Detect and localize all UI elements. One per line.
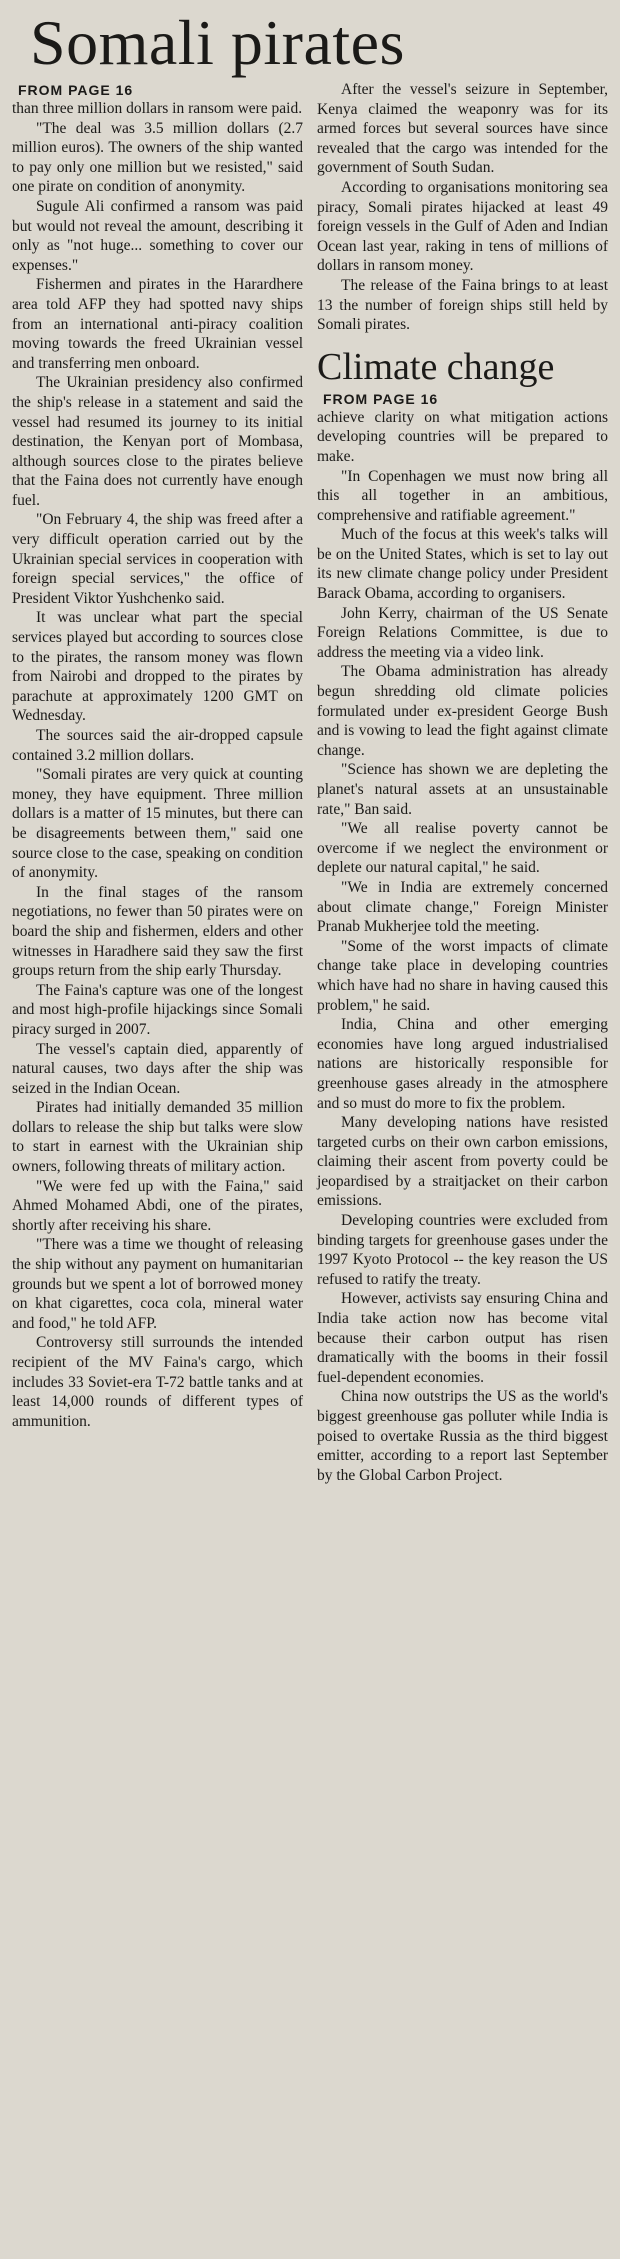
pirates-kicker: FROM PAGE 16 — [18, 82, 134, 98]
climate-kicker: FROM PAGE 16 — [323, 390, 439, 407]
climate-paragraph: However, activists say ensuring China and India take action now has become vital because their carbon output has risen dramatically with the booms in their fossil fuel-dependent economies. — [317, 1290, 608, 1386]
climate-paragraph: "Some of the worst impacts of climate change take place in developing countries which have had no share in having caused this problem," he said. — [317, 937, 608, 1014]
climate-paragraph: India, China and other emerging economies have long argued industrialised nations are historically responsible for greenhouse gases already in the atmosphere and so must do more to fix the problem. — [317, 1016, 608, 1112]
climate-paragraph: John Kerry, chairman of the US Senate Foreign Relations Committee, is due to address the meeting via a video link. — [317, 604, 608, 661]
pirates-paragraph: "There was a time we thought of releasing the ship without any payment on humanitarian grounds but we spent a lot of borrowed money on khat cigarettes, coca cola, mineral water and food," he told AFP. — [12, 1236, 303, 1332]
climate-paragraph: "We in India are extremely concerned about climate change," Foreign Minister Pranab Mukherjee told the meeting. — [317, 878, 608, 936]
pirates-paragraph: It was unclear what part the special services played but according to sources close to the pirates, the ransom money was flown from Nairobi and dropped to the pirates by parachute at approximately 1200 GMT on Wednesday. — [12, 609, 303, 725]
pirates-paragraph: Pirates had initially demanded 35 million dollars to release the ship but talks were slow to start in earnest with the Ukrainian ship owners, following threats of military action. — [12, 1099, 303, 1176]
pirates-paragraph: The release of the Faina brings to at least 13 the number of foreign ships still held by Somali pirates. — [317, 276, 608, 334]
climate-paragraph: China now outstrips the US as the world's biggest greenhouse gas polluter while India is poised to overtake Russia as the third biggest emitter, according to a report last September by the Global Carbon Project. — [317, 1388, 608, 1484]
climate-paragraph: "In Copenhagen we must now bring all this all together in an ambitious, comprehensive and ratifiable agreement." — [317, 467, 608, 524]
pirates-paragraph: "On February 4, the ship was freed after a very difficult operation carried out by the Ukrainian special services in cooperation with foreign special services," the office of President Viktor Yushchenko said. — [12, 511, 303, 607]
climate-paragraph: "We all realise poverty cannot be overcome if we neglect the environment or deplete our natural capital," he said. — [317, 820, 608, 877]
climate-paragraph: "Science has shown we are depleting the planet's natural assets at an unsustainable rate," Ban said. — [317, 761, 608, 818]
pirates-paragraph: than three million dollars in ransom were paid. — [12, 100, 303, 117]
climate-paragraph: The Obama administration has already begun shredding old climate policies formulated under ex-president George Bush and is vowing to lead the fight against climate change. — [317, 663, 608, 759]
right-column — [317, 80, 608, 1485]
article-columns — [12, 80, 608, 1485]
pirates-paragraph: The sources said the air-dropped capsule contained 3.2 million dollars. — [12, 727, 303, 764]
climate-paragraph: Many developing nations have resisted targeted curbs on their own carbon emissions, claiming their ascent from poverty could be jeopardised by a straitjacket on their carbon emissions. — [317, 1114, 608, 1210]
pirates-paragraph: In the final stages of the ransom negotiations, no fewer than 50 pirates were on board the ship and fishermen, elders and other witnesses in Haradhere said they saw the first groups return from the ship early Thursday. — [12, 883, 303, 980]
pirates-paragraph: The Faina's capture was one of the longest and most high-profile hijackings since Somali piracy surged in 2007. — [12, 981, 303, 1038]
pirates-paragraph: After the vessel's seizure in September, Kenya claimed the weaponry was for its armed forces but several sources have since revealed that the cargo was intended for the government of South Sudan. — [317, 81, 608, 177]
pirates-paragraph: "Somali pirates are very quick at counting money, they have equipment. Three million dollars is a matter of 15 minutes, but there can be disagreements between them," said one source close to the case, speaking on condition of anonymity. — [12, 766, 303, 882]
pirates-paragraph: The vessel's captain died, apparently of natural causes, two days after the ship was seized in the Indian Ocean. — [12, 1040, 303, 1097]
pirates-paragraph: Controversy still surrounds the intended recipient of the MV Faina's cargo, which includes 33 Soviet-era T-72 battle tanks and at least 14,000 rounds of different types of ammunition. — [12, 1334, 303, 1430]
climate-paragraph: Much of the focus at this week's talks will be on the United States, which is set to lay out its new climate change policy under President Barack Obama, according to organisers. — [317, 526, 608, 603]
pirates-paragraph: Sugule Ali confirmed a ransom was paid but would not reveal the amount, describing it only as "not huge... something to cover our expenses." — [12, 197, 303, 274]
pirates-paragraph: According to organisations monitoring sea piracy, Somali pirates hijacked at least 49 foreign vessels in the Gulf of Aden and Indian Ocean last year, raking in tens of millions of dollars in ransom money. — [317, 178, 608, 275]
climate-paragraph: Developing countries were excluded from binding targets for greenhouse gases under the 1997 Kyoto Protocol -- the key reason the US refused to ratify the treaty. — [317, 1212, 608, 1288]
pirates-paragraph: Fishermen and pirates in the Harardhere area told AFP they had spotted navy ships from an international anti-piracy coalition moving towards the freed Ukrainian vessel and transferring men onboard. — [12, 276, 303, 372]
pirates-paragraph: The Ukrainian presidency also confirmed the ship's release in a statement and said the vessel had resumed its journey to its initial destination, the Kenyan port of Mombasa, although sources close to the pirates believe that the Faina does not currently have enough fuel. — [12, 374, 303, 509]
climate-headline: Climate change — [317, 345, 555, 388]
headline: Somali pirates — [30, 7, 405, 78]
left-column — [12, 80, 303, 1485]
pirates-paragraph: "The deal was 3.5 million dollars (2.7 million euros). The owners of the ship wanted to pay only one million but we resisted," said one pirate on condition of anonymity. — [12, 119, 303, 196]
climate-paragraph: achieve clarity on what mitigation actions developing countries will be prepared to make. — [317, 408, 608, 465]
pirates-paragraph: "We were fed up with the Faina," said Ahmed Mohamed Abdi, one of the pirates, shortly after receiving his share. — [12, 1177, 303, 1234]
